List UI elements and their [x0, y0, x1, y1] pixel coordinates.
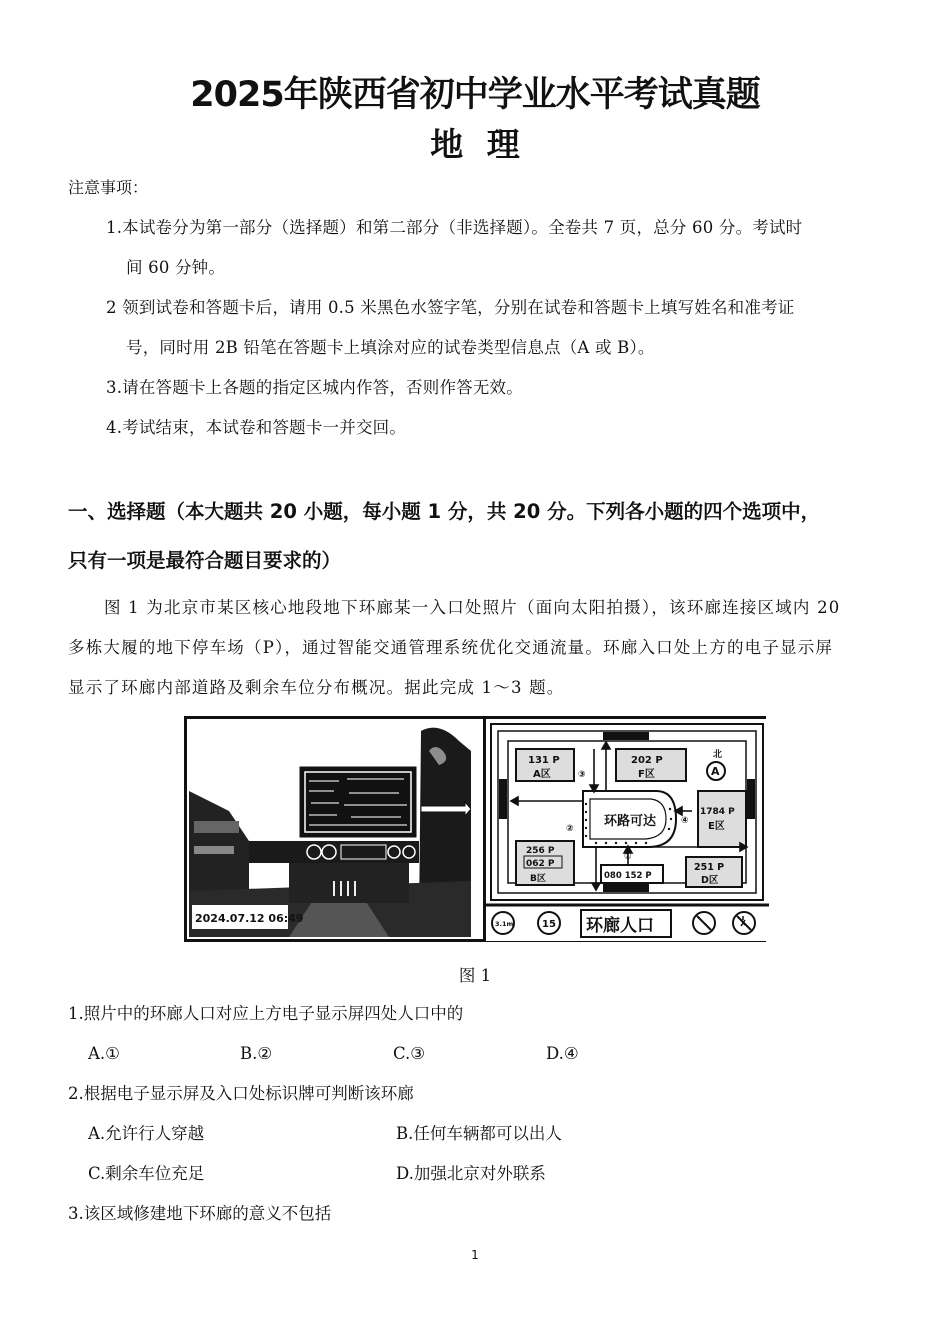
entrance-label: 环廊人口: [586, 916, 654, 936]
lot-b-zone: B区: [530, 874, 546, 884]
question-2-option-b[interactable]: B.任何车辆都可以出人: [396, 1124, 562, 1143]
lot-d-count: 251 P: [694, 862, 725, 873]
section-heading: 一、选择题（本大题共 20 小题，每小题 1 分，共 20 分。下列各小题的四个选项中，: [68, 500, 821, 523]
note-item-1: 1.本试卷分为第一部分（选择题）和第二部分（非选择题）。全卷共 7 页，总分 60 分。考试时: [106, 218, 803, 237]
lot-f-count: 202 P: [631, 755, 663, 766]
question-1-option-c[interactable]: C.③: [393, 1044, 426, 1063]
note-item-2-cont: 号，同时用 2B 铅笔在答题卡上填涂对应的试卷类型信息点（A 或 B）。: [126, 338, 655, 357]
question-1-option-b[interactable]: B.②: [240, 1044, 273, 1063]
question-1-stem: 1.照片中的环廊人口对应上方电子显示屏四处人口中的: [68, 1004, 464, 1023]
note-item-1-cont: 间 60 分钟。: [126, 258, 226, 277]
lot-f-zone: F区: [638, 769, 655, 780]
question-3-stem: 3.该区域修建地下环廊的意义不包括: [68, 1204, 332, 1223]
lot-d-zone: D区: [701, 875, 719, 886]
lot-b-count-2: 062 P: [526, 859, 555, 869]
question-2-option-a[interactable]: A.允许行人穿越: [88, 1124, 205, 1143]
notes-heading: 注意事项：: [68, 178, 149, 197]
lot-e-count: 1784 P: [700, 807, 735, 817]
svg-text:3.1m: 3.1m: [495, 920, 514, 928]
map-illustration: [486, 719, 769, 941]
lot-a-count: 131 P: [528, 755, 560, 766]
question-2-option-d[interactable]: D.加强北京对外联系: [396, 1164, 546, 1183]
stem-line-2: 多栋大履的地下停车场（P），通过智能交通管理系统优化交通流量。环廊入口处上方的电子显示屏: [68, 638, 834, 657]
note-item-3: 3.请在答题卡上各题的指定区城内作答，否则作答无效。: [106, 378, 523, 397]
stem-line-1: 图 1 为北京市某区核心地段地下环廊某一入口处照片（面向太阳拍摄），该环廊连接区域内 20: [104, 598, 841, 617]
north-label: 北: [713, 750, 723, 760]
lot-e-zone: E区: [708, 821, 725, 832]
note-item-4: 4.考试结束，本试卷和答题卡一并交回。: [106, 418, 407, 437]
photo-timestamp: 2024.07.12 06:49: [195, 912, 304, 925]
lot-a-zone: A区: [533, 769, 551, 780]
display-screen-map: [483, 719, 766, 941]
exam-title: 2025年陕西省初中学业水平考试真题: [190, 75, 760, 115]
section-heading-cont: 只有一项是最符合题目要求的）: [68, 549, 342, 572]
loop-label: 环路可达: [604, 814, 657, 829]
question-1-option-d[interactable]: D.④: [546, 1044, 579, 1063]
page-number: 1: [471, 1248, 479, 1262]
svg-text:A: A: [711, 765, 720, 778]
figure-caption: 图 1: [458, 966, 492, 985]
lot-b-count-1: 256 P: [526, 846, 555, 856]
svg-text:15: 15: [542, 919, 556, 930]
entrance-photo: [189, 721, 471, 937]
figure-1: [184, 716, 766, 942]
lot-c-count: 080 152 P: [604, 871, 652, 881]
question-1-option-a[interactable]: A.①: [88, 1044, 120, 1063]
entrance-marker-1: ①: [624, 852, 632, 862]
photo-illustration: [189, 721, 471, 937]
question-2-option-c[interactable]: C.剩余车位充足: [88, 1164, 205, 1183]
entrance-marker-2: ②: [566, 824, 574, 834]
entrance-marker-3: ③: [578, 770, 586, 780]
stem-line-3: 显示了环廊内部道路及剩余车位分布概况。据此完成 1～3 题。: [68, 678, 565, 697]
entrance-marker-4: ④: [681, 816, 689, 826]
question-2-stem: 2.根据电子显示屏及入口处标识牌可判断该环廊: [68, 1084, 414, 1103]
note-item-2: 2 领到试卷和答题卡后，请用 0.5 米黑色水签字笔，分别在试卷和答题卡上填写姓名和准考证: [106, 298, 795, 317]
exam-subject: 地 理: [430, 125, 520, 164]
